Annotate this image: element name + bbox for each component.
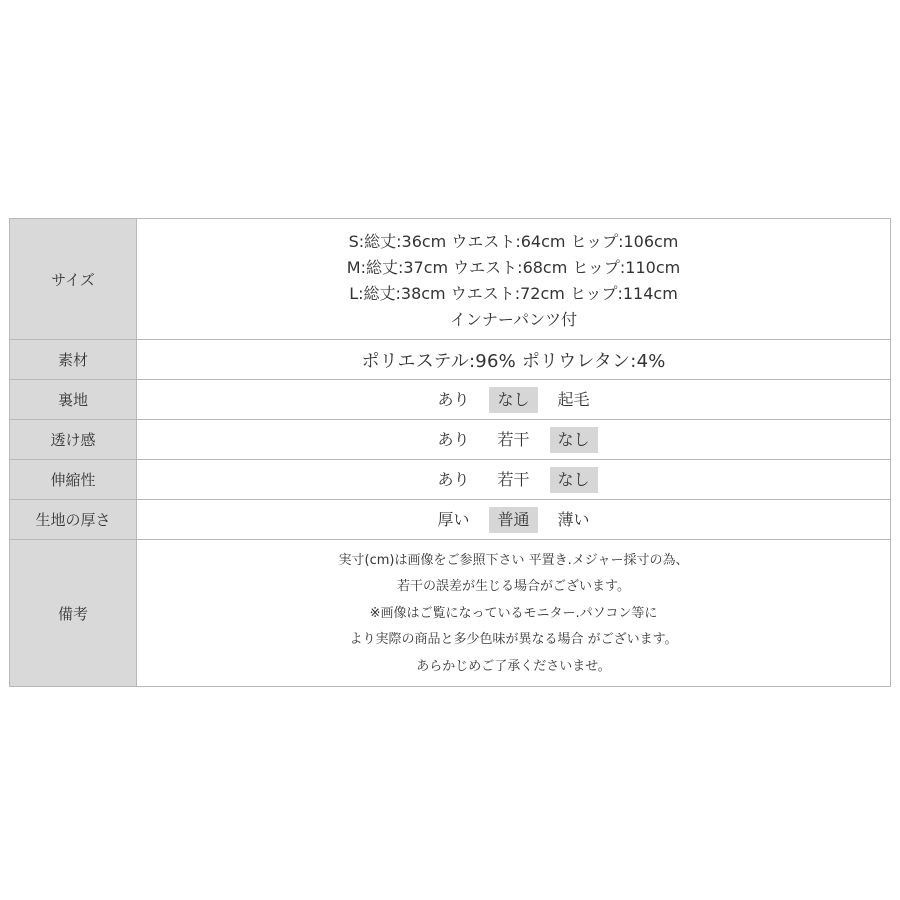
notes-line: ※画像はご覧になっているモニター.パソコン等に <box>369 605 658 621</box>
notes-label: 備考 <box>10 540 137 687</box>
lining-row <box>10 380 891 420</box>
sheerness-option: あり <box>437 429 470 449</box>
sheerness-options <box>137 420 891 460</box>
notes-text <box>137 540 891 687</box>
sheerness-row <box>10 420 891 460</box>
material-label: 素材 <box>10 340 137 380</box>
thickness-option: 薄い <box>557 509 590 529</box>
stretch-option: なし <box>550 467 598 493</box>
stretch-options <box>137 460 891 500</box>
material-value: ポリエステル:96% ポリウレタン:4% <box>137 340 891 380</box>
lining-option: なし <box>489 387 537 413</box>
stretch-label: 伸縮性 <box>10 460 137 500</box>
lining-option: 起毛 <box>557 389 590 409</box>
sheerness-option: 若干 <box>497 429 530 449</box>
notes-line: より実際の商品と多少色味が異なる場合 がございます。 <box>349 632 678 648</box>
material-row <box>10 340 891 380</box>
size-line-s: S:総丈:36cm ウエスト:64cm ヒップ:106cm <box>348 232 679 251</box>
thickness-option: 厚い <box>437 509 470 529</box>
thickness-label: 生地の厚さ <box>10 500 137 540</box>
thickness-option: 普通 <box>489 507 537 533</box>
size-values <box>137 219 891 340</box>
thickness-options <box>137 500 891 540</box>
size-line-note: インナーパンツ付 <box>449 310 578 329</box>
lining-options <box>137 380 891 420</box>
sheerness-option: なし <box>550 427 598 453</box>
stretch-option: あり <box>437 469 470 489</box>
size-label: サイズ <box>10 219 137 340</box>
size-line-m: M:総丈:37cm ウエスト:68cm ヒップ:110cm <box>346 258 681 277</box>
notes-line: 実寸(cm)は画像をご参照下さい 平置き.メジャー採寸の為、 <box>338 552 689 568</box>
notes-line: あらかじめご了承くださいませ。 <box>416 658 611 674</box>
sheerness-label: 透け感 <box>10 420 137 460</box>
size-line-l: L:総丈:38cm ウエスト:72cm ヒップ:114cm <box>349 284 678 303</box>
stretch-option: 若干 <box>497 469 530 489</box>
lining-option: あり <box>437 389 470 409</box>
thickness-row <box>10 500 891 540</box>
stretch-row <box>10 460 891 500</box>
lining-label: 裏地 <box>10 380 137 420</box>
notes-line: 若干の誤差が生じる場合がございます。 <box>397 579 630 595</box>
size-row <box>10 219 891 340</box>
product-spec-table <box>9 218 891 687</box>
notes-row <box>10 540 891 687</box>
